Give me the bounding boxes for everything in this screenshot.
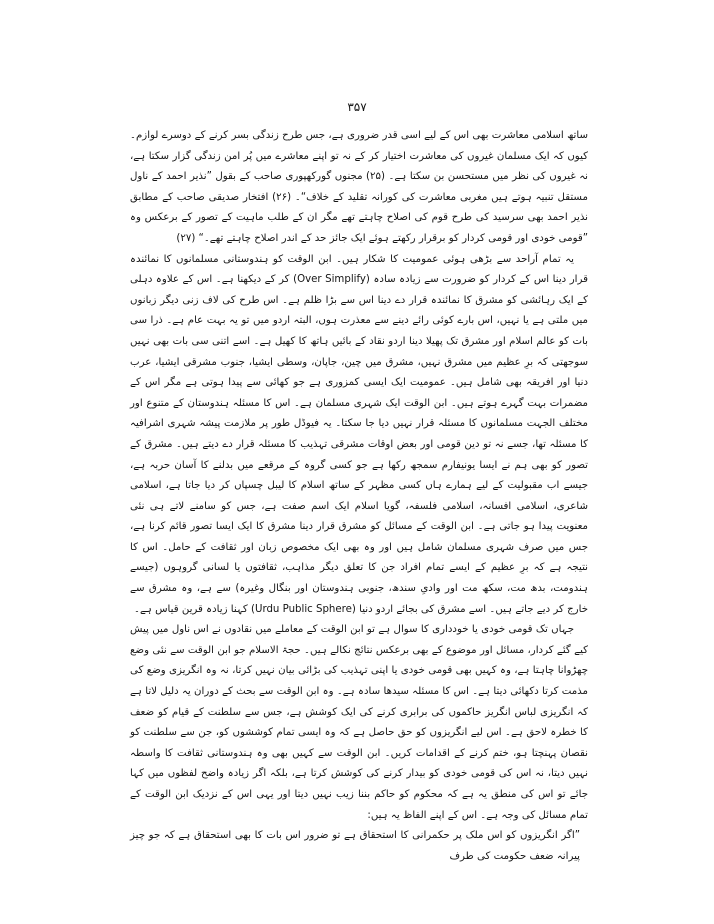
body-text [130, 126, 588, 867]
block-quote: ”اگر انگریزوں کو اس ملک پر حکمرانی کا استحقاق ہے تو ضرور اس بات کا بھی استحقاق ہے کہ جو چیز پیرانہ ضعف حکومت کی طرف [130, 830, 580, 862]
paragraph-2: یہ تمام آراحد سے بڑھی ہوئی عمومیت کا شکار ہیں۔ ابن الوقت کو ہندوستانی مسلمانوں کا نمائندہ قرار دینا اس کے کردار کو ضرورت سے زیادہ سادہ (Over Simplify) کر کے دیکھنا ہے۔ اس کے علاوہ دہلی کے ایک رہائشی کو مشرق کا نمائندہ قرار دے دینا اس سے بڑا ظلم ہے۔ اس طرح کی لاف زنی دیگر زبانوں میں ملتی ہے یا نہیں، اس بارے کوئی رائے دینے سے معذرت ہوں، البتہ اردو میں تو یہ بہت عام ہے۔ ذرا سی بات کو عالم اسلام اور مشرق تک پھیلا دینا اردو نقاد کے بائیں ہاتھ کا کھیل ہے۔ اسے اتنی سی بات بھی نہیں سوجھتی کہ برِ عظیم میں مشرق نہیں، مشرق میں چین، جاپان، وسطی ایشیا، جنوب مشرقی ایشیا، عرب دنیا اور افریقہ بھی شامل ہیں۔ عمومیت ایک ایسی کمزوری ہے جو کھائی سے پیدا ہوتی ہے مگر اس کے مضمرات بہت گہرے ہوتے ہیں۔ ابن الوقت ایک شہری مسلمان ہے۔ اس کا مسئلہ ہندوستان کے متنوع اور مختلف الجہت مسلمانوں کا مسئلہ قرار نہیں دیا جا سکتا۔ یہ فیوڈل طور پر ملازمت پیشہ شہری اشرافیہ کا مسئلہ تھا، جسے نہ تو دین قومی اور بعض اوقات مشرقی تہذیب کا مسئلہ قرار دے دیتے ہیں۔ مشرق کے تصور کو بھی ہم نے ایسا یونیفارم سمجھ رکھا ہے جو کسی گروہ کے مرقعے میں بدلنے کا آسان حربہ ہے، جیسے اب مقبولیت کے لیے ہمارے ہاں کسی مظہر کے ساتھ اسلام کا لیبل چسپاں کر دیا جاتا ہے، اسلامی شاعری، اسلامی افسانہ، اسلامی فلسفہ، گویا اسلام ایک اسم صفت ہے، جس کو سامنے لاتے ہی نئی معنویت پیدا ہو جاتی ہے۔ ابن الوقت کے مسائل کو مشرق قرار دینا مشرق کا ایک ایسا تصور قائم کرنا ہے، جس میں صرف شہری مسلمان شامل ہیں اور وہ بھی ایک مخصوص زبان اور ثقافت کے حامل۔ اس کا نتیجہ ہے کہ برِ عظیم کے ایسے تمام افراد جن کا تعلق دیگر مذاہب، ثقافتوں یا لسانی گروہوں (جیسے ہندومت، بدھ مت، سکھ مت اور وادیِ سندھ، جنوبی ہندوستان اور بنگال وغیرہ) سے ہے، وہ مشرق سے خارج کر دیے جاتے ہیں۔ اسے مشرق کی بجائے اردو دنیا (Urdu Public Sphere) کہنا زیادہ قرین قیاس ہے۔ [130, 253, 589, 615]
page-number: ۳۵۷ [347, 100, 367, 114]
paragraph-3: جہاں تک قومی خودی یا خودداری کا سوال ہے تو ابن الوقت کے معاملے میں نقادوں نے اس ناول میں پیش کیے گئے کردار، مسائل اور موضوع کے بھی برعکس نتائج نکالے ہیں۔ حجۃ الاسلام جو ابن الوقت سے نئی وضع چھڑوانا چاہتا ہے، وہ کہیں بھی قومی خودی یا اپنی تہذیب کی بڑائی بیان نہیں کرتا، نہ وہ انگریزی وضع کی مذمت کرتا دکھائی دیتا ہے۔ اس کا مسئلہ سیدھا سادہ ہے۔ وہ ابن الوقت سے بحث کے دوران یہ دلیل لاتا ہے کہ انگریزی لباس انگریز حاکموں کی برابری کرنے کی ایک کوشش ہے، جس سے سلطنت کے قیام کو ضعف کا خطرہ لاحق ہے۔ اس لیے انگریزوں کو حق حاصل ہے کہ وہ ایسی تمام کوششوں کو، جن سے سلطنت کو نقصان پہنچتا ہو، ختم کرنے کے اقدامات کریں۔ ابن الوقت سے کہیں بھی وہ ہندوستانی ثقافت کا واسطہ نہیں دیتا، نہ اس کی قومی خودی کو بیدار کرنے کی کوشش کرتا ہے، بلکہ اگر زیادہ واضح لفظوں میں کہا جائے تو اس کی منطق یہ ہے کہ محکوم کو حاکم بننا زیب نہیں دیتا اور یہی اس کے نزدیک ابن الوقت کے تمام مسائل کی وجہ ہے۔ اس کے اپنے الفاظ یہ ہیں: [130, 624, 588, 821]
paragraph-1: ساتھ اسلامی معاشرت بھی اس کے لیے اسی قدر ضروری ہے، جس طرح زندگی بسر کرنے کے دوسرے لوازم۔ کیوں کہ ایک مسلمان غیروں کی معاشرت اختیار کر کے نہ تو اپنے معاشرے میں پُر امن زندگی گزار سکتا ہے، نہ غیروں کی نظر میں مستحسن بن سکتا ہے۔ (۲۵) مجنوں گورکھپوری صاحب کے بقول ”نذیر احمد کے ناول مستقل تنبیہ ہوتے ہیں مغربی معاشرت کی کورانہ تقلید کے خلاف“۔ (۲۶) افتخار صدیقی صاحب کے مطابق نذیر احمد بھی سرسید کی طرح قوم کی اصلاح چاہتے تھے مگر ان کے طلب ماہیت کے تصور کے برعکس وہ ”قومی خودی اور قومی کردار کو برقرار رکھتے ہوئے ایک جائز حد کے اندر اصلاح چاہتے تھے۔“ (۲۷) [130, 130, 589, 244]
